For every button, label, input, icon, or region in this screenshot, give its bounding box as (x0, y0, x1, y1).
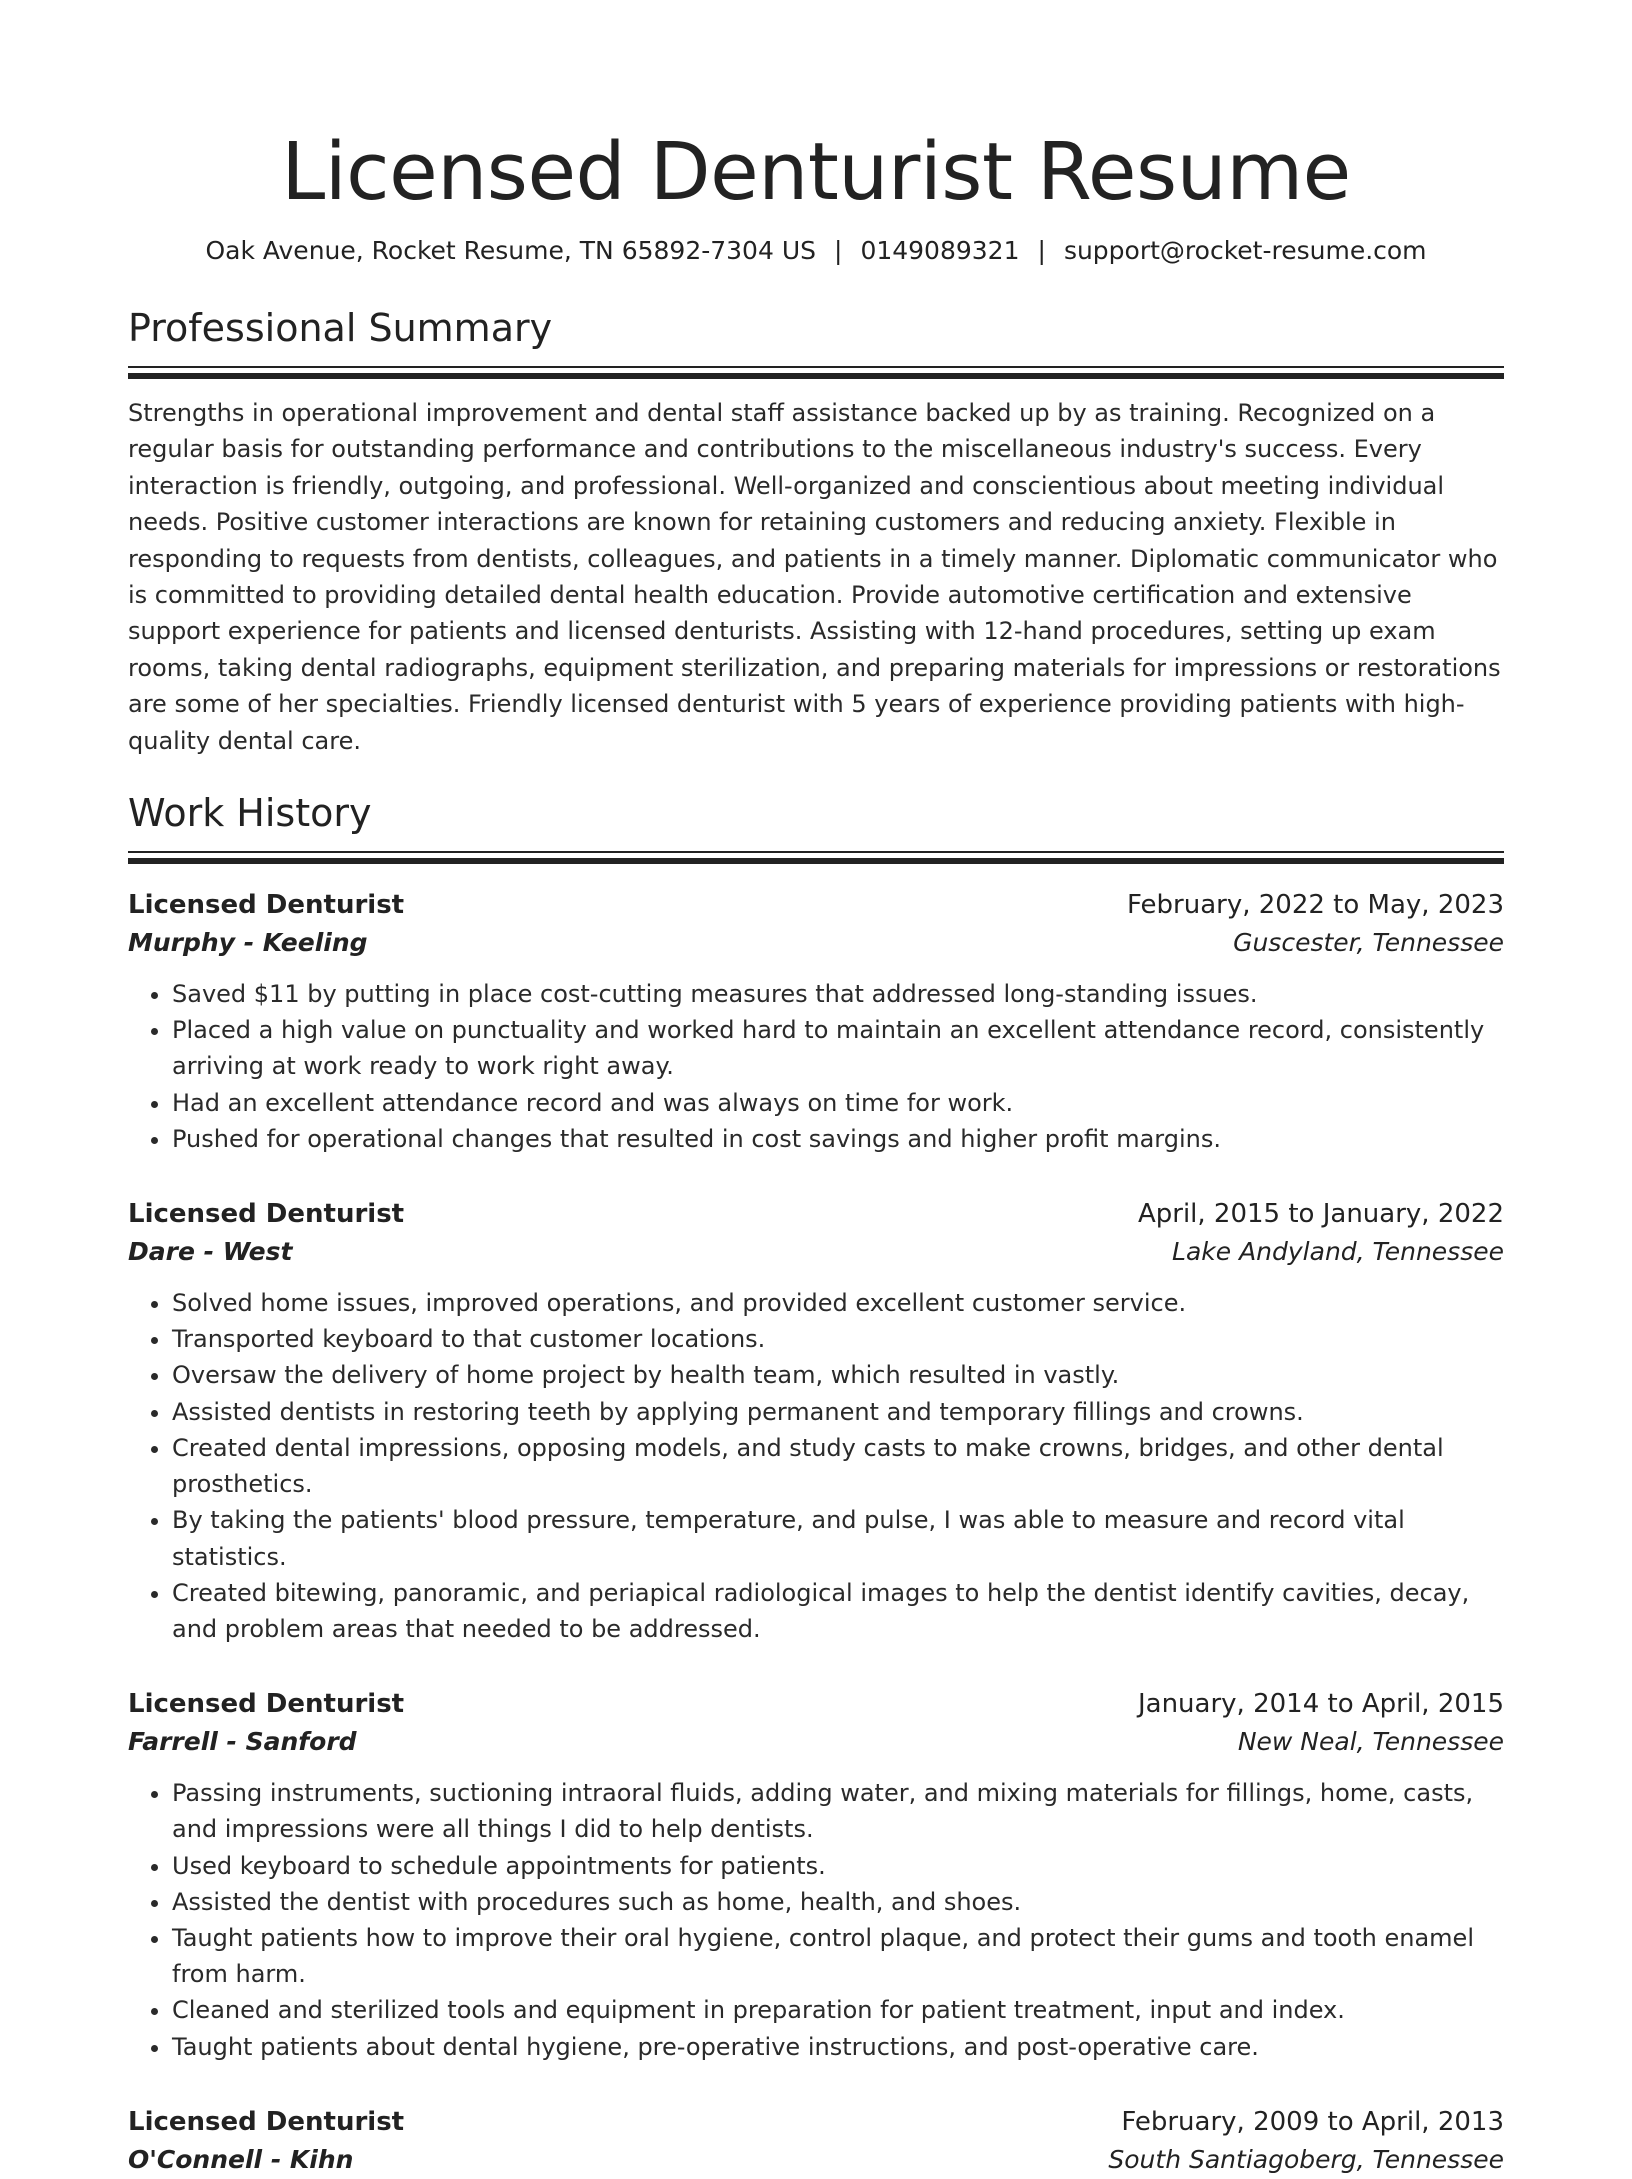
job-dates: January, 2014 to April, 2015 (1137, 1689, 1504, 1720)
list-item: • Oversaw the delivery of home project by health team, which resulted in vastly. (172, 1357, 1504, 1393)
job-location: New Neal, Tennessee (1237, 1727, 1504, 1757)
summary-text: Strengths in operational improvement and dental staff assistance backed up by as training. Recognized on a regular basis for outstanding performance and contributions to the miscellaneous industry's success. Every interaction is friendly, outgoing, and professional. Well-organized and conscientious about meeting individual needs. Positive customer interactions are known for retaining customers and reducing anxiety. Flexible in responding to requests from dentists, colleagues, and patients in a timely manner. Diplomatic communicator who is committed to providing detailed dental health education. Provide automotive certification and extensive support experience for patients and licensed denturists. Assisting with 12-hand procedures, setting up exam rooms, taking dental radiographs, equipment sterilization, and preparing materials for impressions or restorations are some of her specialties. Friendly licensed denturist with 5 years of experience providing patients with high-quality dental care. (128, 399, 1501, 755)
job-bullets (128, 1285, 1504, 1647)
job-entry (128, 1195, 1504, 1647)
job-company: Murphy - Keeling (128, 928, 368, 958)
job-title: Licensed Denturist (128, 2106, 405, 2137)
list-item: • Saved $11 by putting in place cost-cutting measures that addressed long-standing issues. (172, 976, 1504, 1012)
job-title: Licensed Denturist (128, 890, 405, 921)
contact-separator: | (1037, 236, 1046, 265)
contact-phone: 0149089321 (860, 236, 1020, 265)
resume-page (128, 0, 1504, 2179)
list-item: • Cleaned and sterilized tools and equipment in preparation for patient treatment, input and index. (172, 1992, 1504, 2028)
list-item: • Pushed for operational changes that resulted in cost savings and higher profit margins. (172, 1121, 1504, 1157)
job-entry (128, 2103, 1504, 2179)
section-divider (128, 366, 1504, 379)
list-item: • Created bitewing, panoramic, and periapical radiological images to help the dentist identify cavities, decay, and problem areas that needed to be addressed. (172, 1575, 1504, 1647)
professional-summary-section (128, 304, 1504, 759)
list-item: • Placed a high value on punctuality and worked hard to maintain an excellent attendance record, consistently arriving at work ready to work right away. (172, 1012, 1504, 1084)
list-item: • Taught patients how to improve their oral hygiene, control plaque, and protect their gums and tooth enamel from harm. (172, 1920, 1504, 1992)
list-item: • Passing instruments, suctioning intraoral fluids, adding water, and mixing materials for fillings, home, casts, and impressions were all things I did to help dentists. (172, 1775, 1504, 1847)
list-item: • Assisted the dentist with procedures such as home, health, and shoes. (172, 1884, 1504, 1920)
job-location: Lake Andyland, Tennessee (1172, 1237, 1504, 1267)
job-title: Licensed Denturist (128, 1689, 405, 1720)
job-dates: April, 2015 to January, 2022 (1137, 1199, 1504, 1230)
contact-separator: | (834, 236, 843, 265)
job-dates: February, 2009 to April, 2013 (1121, 2106, 1504, 2137)
job-title: Licensed Denturist (128, 1199, 405, 1230)
job-location: Guscester, Tennessee (1233, 928, 1504, 958)
job-dates: February, 2022 to May, 2023 (1127, 890, 1504, 921)
job-company: Farrell - Sanford (128, 1727, 357, 1757)
list-item: • Created dental impressions, opposing models, and study casts to make crowns, bridges, and other dental prosthetics. (172, 1430, 1504, 1502)
job-company: O'Connell - Kihn (128, 2144, 354, 2174)
contact-email: support@rocket-resume.com (1063, 236, 1427, 265)
list-item: • By taking the patients' blood pressure, temperature, and pulse, I was able to measure and record vital statistics. (172, 1502, 1504, 1574)
page-title: Licensed Denturist Resume (281, 126, 1351, 218)
job-bullets (128, 976, 1504, 1157)
job-entry (128, 886, 1504, 1157)
list-item: • Transported keyboard to that customer locations. (172, 1321, 1504, 1357)
job-location: South Santiagoberg, Tennessee (1108, 2144, 1504, 2174)
job-bullets (128, 1775, 1504, 2065)
list-item: • Solved home issues, improved operations, and provided excellent customer service. (172, 1285, 1504, 1321)
list-item: • Taught patients about dental hygiene, pre-operative instructions, and post-operative care. (172, 2029, 1504, 2065)
list-item: • Used keyboard to schedule appointments for patients. (172, 1848, 1504, 1884)
job-entry (128, 1685, 1504, 2065)
job-company: Dare - West (128, 1237, 293, 1267)
work-history-section (128, 789, 1504, 2179)
contact-line (128, 234, 1504, 268)
section-heading: Professional Summary (128, 306, 553, 350)
section-divider (128, 851, 1504, 864)
contact-address: Oak Avenue, Rocket Resume, TN 65892-7304 US (205, 236, 816, 265)
list-item: • Assisted dentists in restoring teeth by applying permanent and temporary fillings and crowns. (172, 1394, 1504, 1430)
list-item: • Had an excellent attendance record and was always on time for work. (172, 1085, 1504, 1121)
section-heading: Work History (128, 791, 372, 836)
